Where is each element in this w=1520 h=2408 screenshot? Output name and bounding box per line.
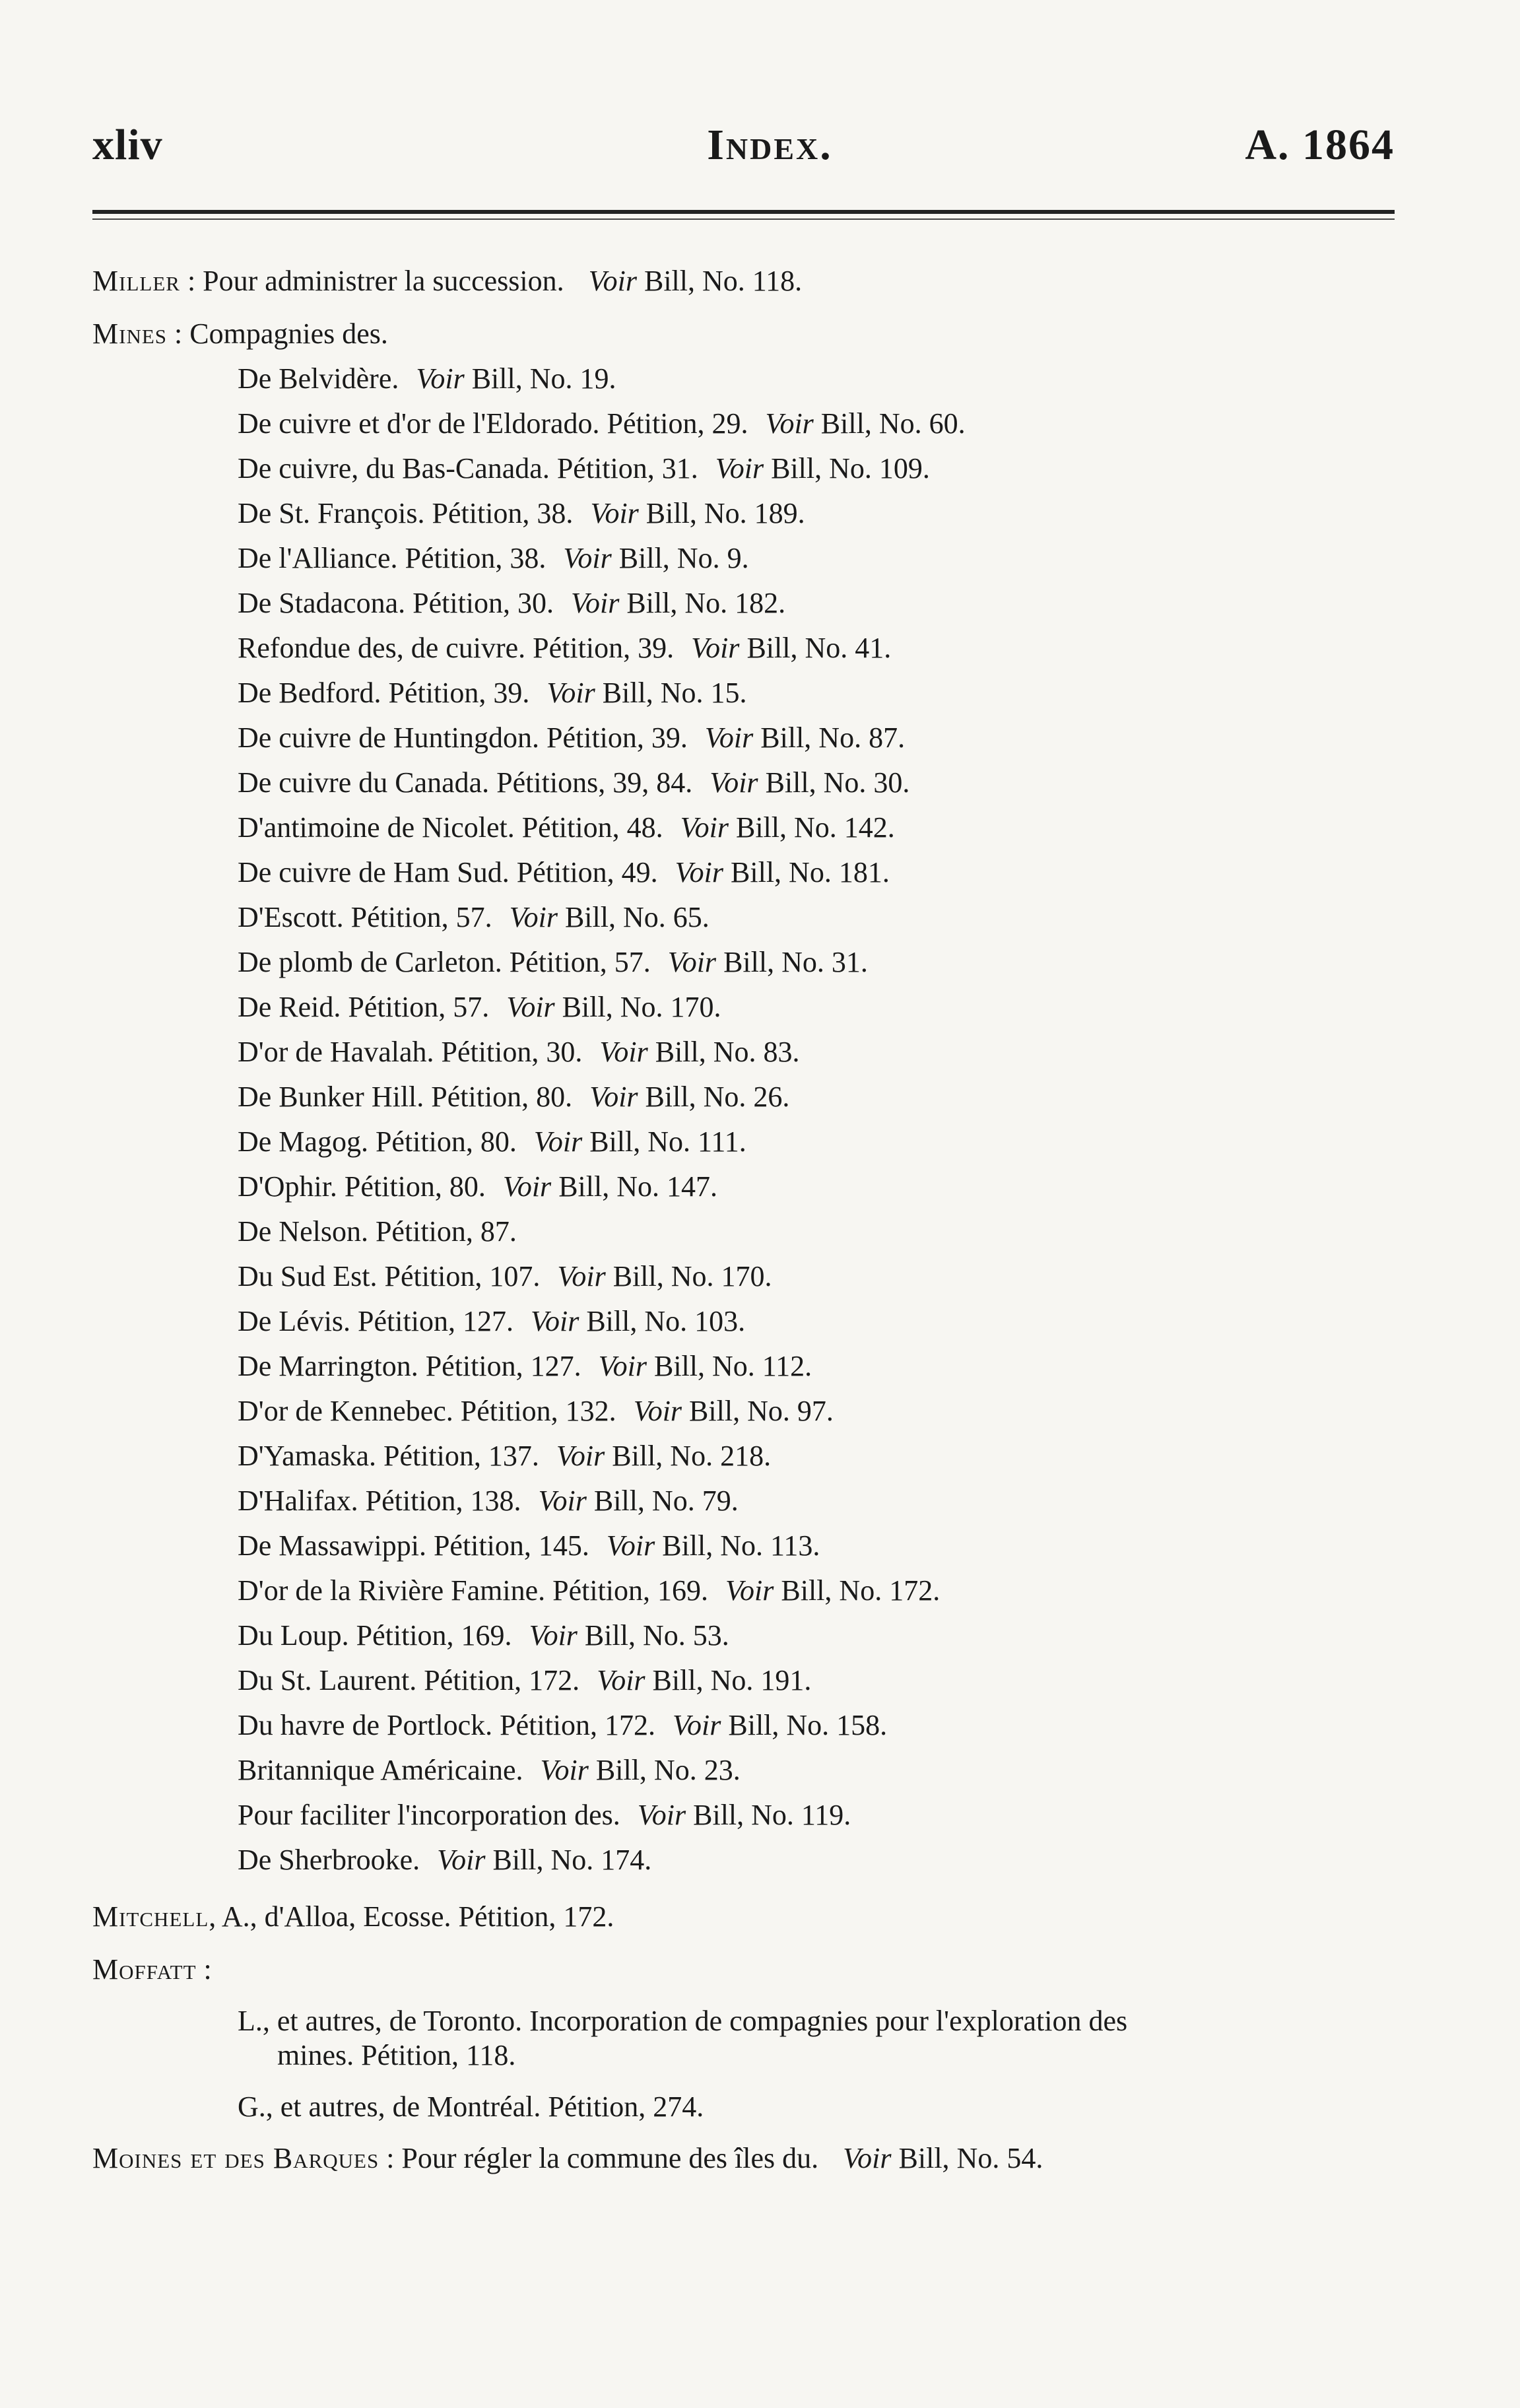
mines-subentry <box>92 401 1401 446</box>
voir-label: Voir <box>556 1440 605 1472</box>
bill-ref: Bill, No. 170. <box>562 991 721 1023</box>
entry-text: : Compagnies des. <box>174 318 388 350</box>
mines-subentry <box>92 1299 1401 1344</box>
mines-subentry <box>92 760 1401 805</box>
subentry-text: De Sherbrooke. <box>238 1844 420 1876</box>
voir-label: Voir <box>590 497 639 529</box>
mines-subentry <box>92 1479 1401 1523</box>
subentry-text: De Stadacona. Pétition, 30. <box>238 587 554 619</box>
mines-subentry <box>92 1030 1401 1075</box>
subentry-text: D'or de la Rivière Famine. Pétition, 169. <box>238 1574 709 1607</box>
mines-subentry <box>92 1434 1401 1479</box>
entry-text: : <box>203 1953 212 1986</box>
mines-subentry <box>92 805 1401 850</box>
moffatt-item <box>92 2004 1401 2073</box>
mines-subentry <box>92 491 1401 536</box>
subentry-text: De Marrington. Pétition, 127. <box>238 1350 581 1382</box>
mines-subentry <box>92 850 1401 895</box>
mines-subentry <box>92 581 1401 626</box>
bill-ref: Bill, No. 19. <box>471 362 616 395</box>
bill-ref: Bill, No. 54. <box>898 2142 1043 2174</box>
page-title: Index. <box>707 121 833 169</box>
mines-subentry <box>92 985 1401 1030</box>
entry-moines <box>92 2136 1401 2181</box>
voir-label: Voir <box>675 856 724 888</box>
bill-ref: Bill, No. 103. <box>586 1305 746 1337</box>
subentry-text: Pour faciliter l'incorporation des. <box>238 1799 620 1831</box>
voir-label: Voir <box>588 265 637 297</box>
bill-ref: Bill, No. 118. <box>644 265 803 297</box>
subentry-text: De St. François. Pétition, 38. <box>238 497 574 529</box>
subentry-text: Du St. Laurent. Pétition, 172. <box>238 1664 580 1696</box>
voir-label: Voir <box>589 1081 638 1113</box>
voir-label: Voir <box>680 811 729 844</box>
mines-subentry <box>92 1389 1401 1434</box>
bill-ref: Bill, No. 147. <box>558 1170 717 1203</box>
bill-ref: Bill, No. 87. <box>760 721 906 754</box>
mines-subentry <box>92 1658 1401 1703</box>
subentry-text: D'Yamaska. Pétition, 137. <box>238 1440 539 1472</box>
subentry-text: De Bedford. Pétition, 39. <box>238 677 530 709</box>
bill-ref: Bill, No. 158. <box>728 1709 888 1741</box>
subentry-text: De cuivre de Huntingdon. Pétition, 39. <box>238 721 688 754</box>
subentry-text: Refondue des, de cuivre. Pétition, 39. <box>238 632 675 664</box>
subentry-text: De l'Alliance. Pétition, 38. <box>238 542 546 574</box>
bill-ref: Bill, No. 60. <box>820 407 966 440</box>
subentry-text: De Bunker Hill. Pétition, 80. <box>238 1081 573 1113</box>
subentry-text: Du Loup. Pétition, 169. <box>238 1619 512 1652</box>
entry-moffatt <box>92 1947 1401 1992</box>
entry-name: Miller <box>92 265 180 297</box>
voir-label: Voir <box>725 1574 774 1607</box>
entry-name: Moines et des Barques <box>92 2142 380 2174</box>
voir-label: Voir <box>540 1754 589 1786</box>
subentry-text: Du havre de Portlock. Pétition, 172. <box>238 1709 656 1741</box>
bill-ref: Bill, No. 218. <box>612 1440 772 1472</box>
voir-label: Voir <box>710 766 758 799</box>
entry-mitchell <box>92 1894 1401 1939</box>
mines-subentry <box>92 446 1401 491</box>
voir-label: Voir <box>538 1485 587 1517</box>
subentry-text: D'antimoine de Nicolet. Pétition, 48. <box>238 811 663 844</box>
mines-subentry <box>92 536 1401 581</box>
header-rule <box>92 210 1395 214</box>
voir-label: Voir <box>509 901 558 933</box>
subentry-text: Britannique Américaine. <box>238 1754 523 1786</box>
bill-ref: Bill, No. 65. <box>564 901 710 933</box>
bill-ref: Bill, No. 182. <box>626 587 786 619</box>
header-rule-thin <box>92 218 1395 220</box>
entry-name: Mitchell <box>92 1900 209 1933</box>
bill-ref: Bill, No. 189. <box>645 497 805 529</box>
entry-text: , A., d'Alloa, Ecosse. Pétition, 172. <box>209 1900 614 1933</box>
subentry-text: De Reid. Pétition, 57. <box>238 991 490 1023</box>
page-number: xliv <box>92 121 163 169</box>
entry-name: Mines <box>92 318 168 350</box>
mines-subentry <box>92 671 1401 716</box>
entry-mines <box>92 312 1401 356</box>
mines-subentry <box>92 1793 1401 1838</box>
index-body <box>92 251 1401 2181</box>
subentry-text: Du Sud Est. Pétition, 107. <box>238 1260 541 1292</box>
bill-ref: Bill, No. 26. <box>645 1081 790 1113</box>
mines-subentry <box>92 626 1401 671</box>
subentry-text: De Belvidère. <box>238 362 399 395</box>
bill-ref: Bill, No. 15. <box>602 677 747 709</box>
voir-label: Voir <box>529 1619 578 1652</box>
subentry-text: D'or de Kennebec. Pétition, 132. <box>238 1395 616 1427</box>
subentry-text: De cuivre du Canada. Pétitions, 39, 84. <box>238 766 693 799</box>
voir-label: Voir <box>765 407 814 440</box>
mines-subentry <box>92 1703 1401 1748</box>
voir-label: Voir <box>637 1799 686 1831</box>
subentry-text: D'Ophir. Pétition, 80. <box>238 1170 486 1203</box>
bill-ref: Bill, No. 111. <box>589 1125 746 1158</box>
voir-label: Voir <box>546 677 595 709</box>
mines-subentry <box>92 895 1401 940</box>
bill-ref: Bill, No. 31. <box>723 946 868 978</box>
voir-label: Voir <box>571 587 620 619</box>
bill-ref: Bill, No. 97. <box>689 1395 834 1427</box>
voir-label: Voir <box>715 452 764 485</box>
voir-label: Voir <box>563 542 612 574</box>
bill-ref: Bill, No. 113. <box>662 1529 820 1562</box>
bill-ref: Bill, No. 191. <box>652 1664 812 1696</box>
bill-ref: Bill, No. 119. <box>693 1799 851 1831</box>
bill-ref: Bill, No. 23. <box>595 1754 741 1786</box>
mines-subentry <box>92 1209 1401 1254</box>
subentry-text: De plomb de Carleton. Pétition, 57. <box>238 946 651 978</box>
voir-label: Voir <box>597 1664 645 1696</box>
bill-ref: Bill, No. 41. <box>746 632 892 664</box>
bill-ref: Bill, No. 170. <box>612 1260 772 1292</box>
voir-label: Voir <box>633 1395 682 1427</box>
mines-sublist <box>92 356 1401 1883</box>
mines-subentry <box>92 1075 1401 1120</box>
voir-label: Voir <box>599 1036 648 1068</box>
subentry-text: De Nelson. Pétition, 87. <box>238 1215 517 1248</box>
moffatt-item-line2: mines. Pétition, 118. <box>277 2039 516 2071</box>
bill-ref: Bill, No. 142. <box>735 811 895 844</box>
entry-text: : Pour régler la commune des îles du. <box>386 2142 819 2174</box>
voir-label: Voir <box>843 2142 892 2174</box>
subentry-text: De Lévis. Pétition, 127. <box>238 1305 513 1337</box>
subentry-text: D'Escott. Pétition, 57. <box>238 901 492 933</box>
mines-subentry <box>92 1613 1401 1658</box>
bill-ref: Bill, No. 109. <box>771 452 930 485</box>
subentry-text: De Massawippi. Pétition, 145. <box>238 1529 589 1562</box>
bill-ref: Bill, No. 9. <box>618 542 749 574</box>
subentry-text: De cuivre et d'or de l'Eldorado. Pétition, 29. <box>238 407 748 440</box>
bill-ref: Bill, No. 79. <box>593 1485 739 1517</box>
voir-label: Voir <box>502 1170 552 1203</box>
voir-label: Voir <box>667 946 717 978</box>
mines-subentry <box>92 1344 1401 1389</box>
subentry-text: D'Halifax. Pétition, 138. <box>238 1485 521 1517</box>
mines-subentry <box>92 1838 1401 1883</box>
voir-label: Voir <box>598 1350 647 1382</box>
voir-label: Voir <box>506 991 555 1023</box>
mines-subentry <box>92 1523 1401 1568</box>
session-year: A. 1864 <box>1245 121 1395 169</box>
voir-label: Voir <box>606 1529 655 1562</box>
voir-label: Voir <box>437 1844 486 1876</box>
mines-subentry <box>92 1164 1401 1209</box>
entry-miller <box>92 259 1401 304</box>
voir-label: Voir <box>416 362 465 395</box>
subentry-text: De cuivre de Ham Sud. Pétition, 49. <box>238 856 658 888</box>
subentry-text: D'or de Havalah. Pétition, 30. <box>238 1036 583 1068</box>
moffatt-item <box>92 2090 1401 2124</box>
entry-name: Moffatt <box>92 1953 197 1986</box>
mines-subentry <box>92 716 1401 760</box>
bill-ref: Bill, No. 181. <box>731 856 890 888</box>
mines-subentry <box>92 1254 1401 1299</box>
mines-subentry <box>92 356 1401 401</box>
moffatt-item-line1: L., et autres, de Toronto. Incorporation de compagnies pour l'exploration des <box>238 2005 1128 2037</box>
bill-ref: Bill, No. 172. <box>781 1574 941 1607</box>
bill-ref: Bill, No. 30. <box>765 766 910 799</box>
voir-label: Voir <box>704 721 754 754</box>
bill-ref: Bill, No. 53. <box>584 1619 729 1652</box>
voir-label: Voir <box>557 1260 606 1292</box>
entry-text: : Pour administrer la succession. <box>187 265 564 297</box>
mines-subentry <box>92 1568 1401 1613</box>
mines-subentry <box>92 1120 1401 1164</box>
mines-subentry <box>92 940 1401 985</box>
voir-label: Voir <box>673 1709 721 1741</box>
moffatt-item-line1: G., et autres, de Montréal. Pétition, 274. <box>238 2090 704 2123</box>
subentry-text: De Magog. Pétition, 80. <box>238 1125 517 1158</box>
bill-ref: Bill, No. 83. <box>655 1036 800 1068</box>
running-head <box>92 116 1395 175</box>
voir-label: Voir <box>691 632 740 664</box>
voir-label: Voir <box>530 1305 579 1337</box>
voir-label: Voir <box>533 1125 583 1158</box>
subentry-text: De cuivre, du Bas-Canada. Pétition, 31. <box>238 452 698 485</box>
bill-ref: Bill, No. 174. <box>492 1844 652 1876</box>
bill-ref: Bill, No. 112. <box>653 1350 812 1382</box>
mines-subentry <box>92 1748 1401 1793</box>
